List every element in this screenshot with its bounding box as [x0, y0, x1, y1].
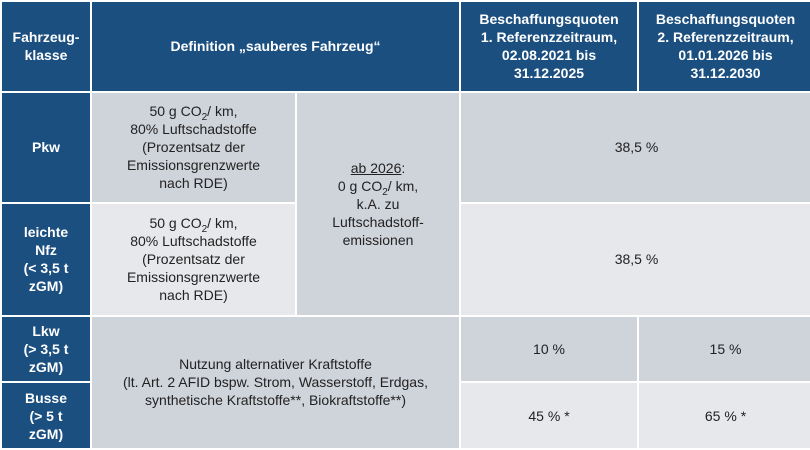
lkw-quota-period-1: 10 %	[461, 317, 637, 382]
row-label-lkw: Lkw (> 3,5 t zGM)	[2, 317, 90, 382]
lkw-quota-period-2: 15 %	[639, 317, 810, 382]
header-quota-period-2: Beschaffungsquoten 2. Referenzzeitraum, 01.01.2026 bis 31.12.2030	[639, 2, 810, 91]
light-commercial-quota: 38,5 %	[461, 204, 810, 315]
light-commercial-definition: 50 g $CO_2/$ km, 80% Luftschadstoffe (Prozentsatz der Emissionsgrenzwerte nach RDE)	[92, 204, 295, 315]
ab-2026-definition: ab 2026: 0 g $CO_2/$ km, k.A. zu Luftschadstoff- emissionen	[297, 93, 459, 315]
header-vehicle-class: Fahrzeug- klasse	[2, 2, 90, 91]
row-label-pkw: Pkw	[2, 93, 90, 202]
pkw-quota: 38,5 %	[461, 93, 810, 202]
header-definition: Definition „sauberes Fahrzeug“	[92, 2, 459, 91]
alternative-fuels-definition: Nutzung alternativer Kraftstoffe (lt. Art. 2 AFID bspw. Strom, Wasserstoff, Erdgas, synthetische Kraftstoffe**, Biokraftstoffe**)	[92, 317, 459, 448]
row-label-light-commercial: leichte Nfz (< 3,5 t zGM)	[2, 204, 90, 315]
pkw-definition: 50 g $CO_2/$ km, 80% Luftschadstoffe (Prozentsatz der Emissionsgrenzwerte nach RDE)	[92, 93, 295, 202]
busse-quota-period-1: 45 % *	[461, 383, 637, 448]
header-quota-period-1: Beschaffungsquoten 1. Referenzzeitraum, 02.08.2021 bis 31.12.2025	[461, 2, 637, 91]
busse-quota-period-2: 65 % *	[639, 383, 810, 448]
row-label-busse: Busse (> 5 t zGM)	[2, 383, 90, 448]
